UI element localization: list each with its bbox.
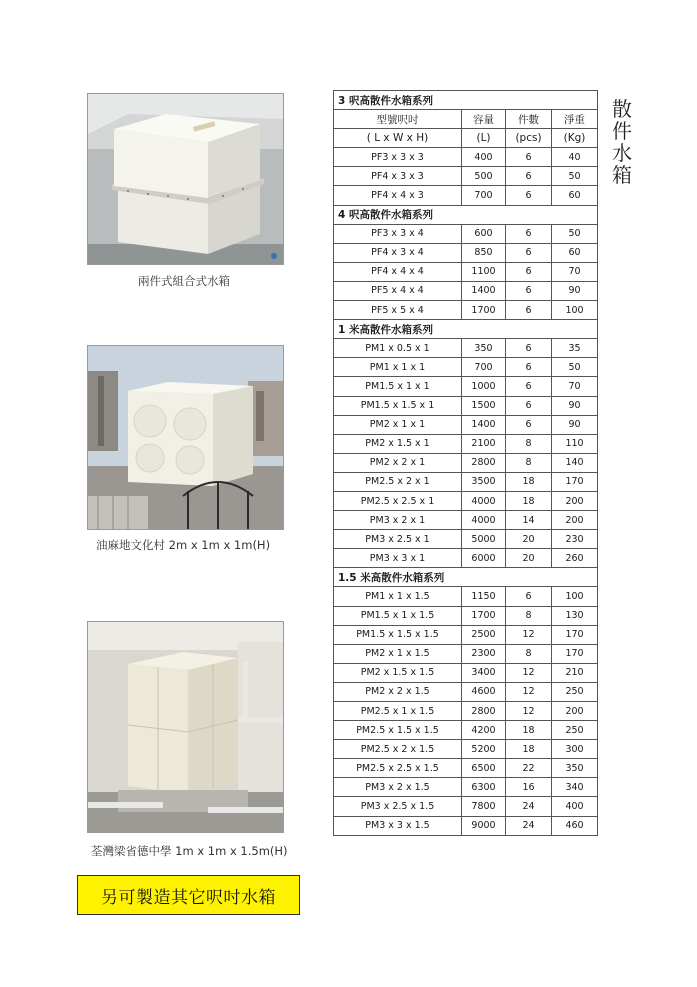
capacity-cell: 600 [462,224,506,243]
rooftop-tank-photo [87,345,284,530]
capacity-cell: 350 [462,339,506,358]
capacity-cell: 2800 [462,702,506,721]
pieces-cell: 12 [506,702,552,721]
model-cell: PM1.5 x 1.5 x 1 [334,396,462,415]
pieces-cell: 8 [506,434,552,453]
pieces-cell: 8 [506,453,552,472]
capacity-cell: 1500 [462,396,506,415]
pieces-cell: 12 [506,682,552,701]
capacity-cell: 2100 [462,434,506,453]
pieces-cell: 8 [506,606,552,625]
side-title-char: 件 [612,119,632,143]
pieces-cell: 24 [506,797,552,816]
pieces-cell: 14 [506,511,552,530]
capacity-cell: 4000 [462,491,506,510]
model-cell: PM1 x 1 x 1.5 [334,587,462,606]
model-cell: PM1.5 x 1 x 1 [334,377,462,396]
model-cell: PM1 x 0.5 x 1 [334,339,462,358]
model-unit: ( L x W x H) [334,129,462,148]
table-row [334,167,598,186]
model-cell: PF4 x 3 x 4 [334,243,462,262]
model-cell: PM2 x 2 x 1 [334,453,462,472]
table-row [334,606,598,625]
model-cell: PM3 x 3 x 1 [334,549,462,568]
table-row [334,702,598,721]
capacity-cell: 1400 [462,415,506,434]
capacity-cell: 700 [462,358,506,377]
plant-room-tank-photo [87,621,284,833]
table-row [334,243,598,262]
capacity-cell: 700 [462,186,506,205]
pieces-cell: 16 [506,778,552,797]
side-title-char: 水 [612,141,632,165]
model-cell: PM3 x 3 x 1.5 [334,816,462,835]
pieces-cell: 6 [506,358,552,377]
capacity-cell: 5000 [462,530,506,549]
table-row [334,301,598,320]
pieces-cell: 6 [506,148,552,167]
model-cell: PM2 x 1 x 1 [334,415,462,434]
model-cell: PM2.5 x 2.5 x 1 [334,491,462,510]
weight-cell: 400 [552,797,598,816]
capacity-cell: 7800 [462,797,506,816]
two-piece-tank-photo [87,93,284,265]
side-title-char: 散 [612,97,632,121]
weight-cell: 100 [552,587,598,606]
weight-cell: 210 [552,663,598,682]
tank-spec-table [333,90,598,836]
weight-cell: 250 [552,682,598,701]
weight-cell: 35 [552,339,598,358]
weight-cell: 90 [552,396,598,415]
pieces-cell: 24 [506,816,552,835]
model-cell: PM3 x 2.5 x 1.5 [334,797,462,816]
table-row [334,377,598,396]
capacity-header: 容量 [462,110,506,129]
pieces-cell: 18 [506,740,552,759]
weight-cell: 250 [552,721,598,740]
pieces-cell: 6 [506,396,552,415]
pieces-cell: 6 [506,262,552,281]
weight-cell: 140 [552,453,598,472]
capacity-cell: 9000 [462,816,506,835]
table-row [334,549,598,568]
model-cell: PM1 x 1 x 1 [334,358,462,377]
pieces-cell: 6 [506,587,552,606]
weight-cell: 70 [552,377,598,396]
pieces-cell: 20 [506,530,552,549]
weight-cell: 350 [552,759,598,778]
side-title-char: 箱 [612,163,632,187]
pieces-cell: 6 [506,186,552,205]
model-cell: PM3 x 2.5 x 1 [334,530,462,549]
weight-header: 淨重 [552,110,598,129]
weight-cell: 40 [552,148,598,167]
side-title [611,98,633,186]
table-row [334,587,598,606]
model-cell: PF3 x 3 x 4 [334,224,462,243]
capacity-cell: 400 [462,148,506,167]
capacity-cell: 1100 [462,262,506,281]
section-title: 4 呎高散件水箱系列 [334,205,598,224]
capacity-cell: 5200 [462,740,506,759]
weight-cell: 60 [552,243,598,262]
capacity-cell: 4200 [462,721,506,740]
weight-unit: (Kg) [552,129,598,148]
weight-cell: 460 [552,816,598,835]
table-row [334,721,598,740]
pieces-cell: 6 [506,167,552,186]
pieces-cell: 20 [506,549,552,568]
model-cell: PF5 x 4 x 4 [334,281,462,300]
weight-cell: 110 [552,434,598,453]
table-row [334,797,598,816]
model-cell: PM1.5 x 1 x 1.5 [334,606,462,625]
table-row [334,396,598,415]
table-row [334,186,598,205]
table-row [334,472,598,491]
table-row [334,511,598,530]
model-cell: PF5 x 5 x 4 [334,301,462,320]
model-cell: PM2.5 x 2 x 1 [334,472,462,491]
weight-cell: 170 [552,472,598,491]
capacity-cell: 6500 [462,759,506,778]
weight-cell: 90 [552,281,598,300]
weight-cell: 170 [552,625,598,644]
capacity-cell: 6300 [462,778,506,797]
model-cell: PF4 x 4 x 3 [334,186,462,205]
column-header-row [334,110,598,129]
capacity-cell: 1400 [462,281,506,300]
model-cell: PM2.5 x 1 x 1.5 [334,702,462,721]
capacity-cell: 1700 [462,301,506,320]
capacity-cell: 850 [462,243,506,262]
photo-caption-3: 荃灣梁省德中學 1m x 1m x 1.5m(H) [91,844,288,858]
pieces-unit: (pcs) [506,129,552,148]
section-title: 1 米高散件水箱系列 [334,320,598,339]
capacity-cell: 2500 [462,625,506,644]
capacity-cell: 1150 [462,587,506,606]
model-cell: PM1.5 x 1.5 x 1.5 [334,625,462,644]
table-row [334,740,598,759]
capacity-cell: 4000 [462,511,506,530]
section-header-row [334,320,598,339]
weight-cell: 50 [552,358,598,377]
weight-cell: 90 [552,415,598,434]
model-cell: PM2.5 x 2.5 x 1.5 [334,759,462,778]
weight-cell: 200 [552,702,598,721]
weight-cell: 230 [552,530,598,549]
weight-cell: 60 [552,186,598,205]
capacity-cell: 3400 [462,663,506,682]
model-cell: PM2 x 1 x 1.5 [334,644,462,663]
pieces-cell: 12 [506,663,552,682]
pieces-cell: 6 [506,339,552,358]
pieces-header: 件數 [506,110,552,129]
capacity-cell: 1000 [462,377,506,396]
pieces-cell: 6 [506,301,552,320]
photo-caption-2: 油麻地文化村 2m x 1m x 1m(H) [96,538,271,552]
pieces-cell: 6 [506,281,552,300]
table-row [334,491,598,510]
capacity-cell: 2300 [462,644,506,663]
weight-cell: 70 [552,262,598,281]
capacity-cell: 1700 [462,606,506,625]
section-title: 3 呎高散件水箱系列 [334,91,598,110]
table-row [334,358,598,377]
weight-cell: 200 [552,491,598,510]
photo-caption-1: 兩件式組合式水箱 [138,274,230,288]
table-row [334,453,598,472]
table-row [334,778,598,797]
section-title: 1.5 米高散件水箱系列 [334,568,598,587]
table-row [334,434,598,453]
table-row [334,530,598,549]
capacity-cell: 500 [462,167,506,186]
table-row [334,759,598,778]
capacity-cell: 2800 [462,453,506,472]
capacity-cell: 4600 [462,682,506,701]
table-row [334,644,598,663]
pieces-cell: 18 [506,491,552,510]
weight-cell: 200 [552,511,598,530]
capacity-unit: (L) [462,129,506,148]
pieces-cell: 12 [506,625,552,644]
model-cell: PM3 x 2 x 1 [334,511,462,530]
weight-cell: 50 [552,224,598,243]
table-row [334,281,598,300]
model-header: 型號呎吋 [334,110,462,129]
table-row [334,339,598,358]
model-cell: PF4 x 4 x 4 [334,262,462,281]
table-row [334,262,598,281]
weight-cell: 130 [552,606,598,625]
pieces-cell: 8 [506,644,552,663]
capacity-cell: 3500 [462,472,506,491]
pieces-cell: 6 [506,377,552,396]
model-cell: PM2 x 2 x 1.5 [334,682,462,701]
model-cell: PF3 x 3 x 3 [334,148,462,167]
weight-cell: 50 [552,167,598,186]
table-row [334,816,598,835]
pieces-cell: 22 [506,759,552,778]
pieces-cell: 6 [506,415,552,434]
weight-cell: 100 [552,301,598,320]
pieces-cell: 6 [506,243,552,262]
table-row [334,682,598,701]
capacity-cell: 6000 [462,549,506,568]
table-row [334,625,598,644]
table-row [334,663,598,682]
weight-cell: 300 [552,740,598,759]
model-cell: PM2 x 1.5 x 1.5 [334,663,462,682]
weight-cell: 170 [552,644,598,663]
custom-size-banner: 另可製造其它呎吋水箱 [77,875,300,915]
model-cell: PM2 x 1.5 x 1 [334,434,462,453]
table-row [334,224,598,243]
model-cell: PM3 x 2 x 1.5 [334,778,462,797]
weight-cell: 340 [552,778,598,797]
model-cell: PM2.5 x 2 x 1.5 [334,740,462,759]
table-row [334,415,598,434]
pieces-cell: 18 [506,472,552,491]
table-row [334,148,598,167]
section-header-row [334,91,598,110]
weight-cell: 260 [552,549,598,568]
model-cell: PF4 x 3 x 3 [334,167,462,186]
pieces-cell: 18 [506,721,552,740]
column-header-row [334,129,598,148]
pieces-cell: 6 [506,224,552,243]
section-header-row [334,205,598,224]
model-cell: PM2.5 x 1.5 x 1.5 [334,721,462,740]
section-header-row [334,568,598,587]
